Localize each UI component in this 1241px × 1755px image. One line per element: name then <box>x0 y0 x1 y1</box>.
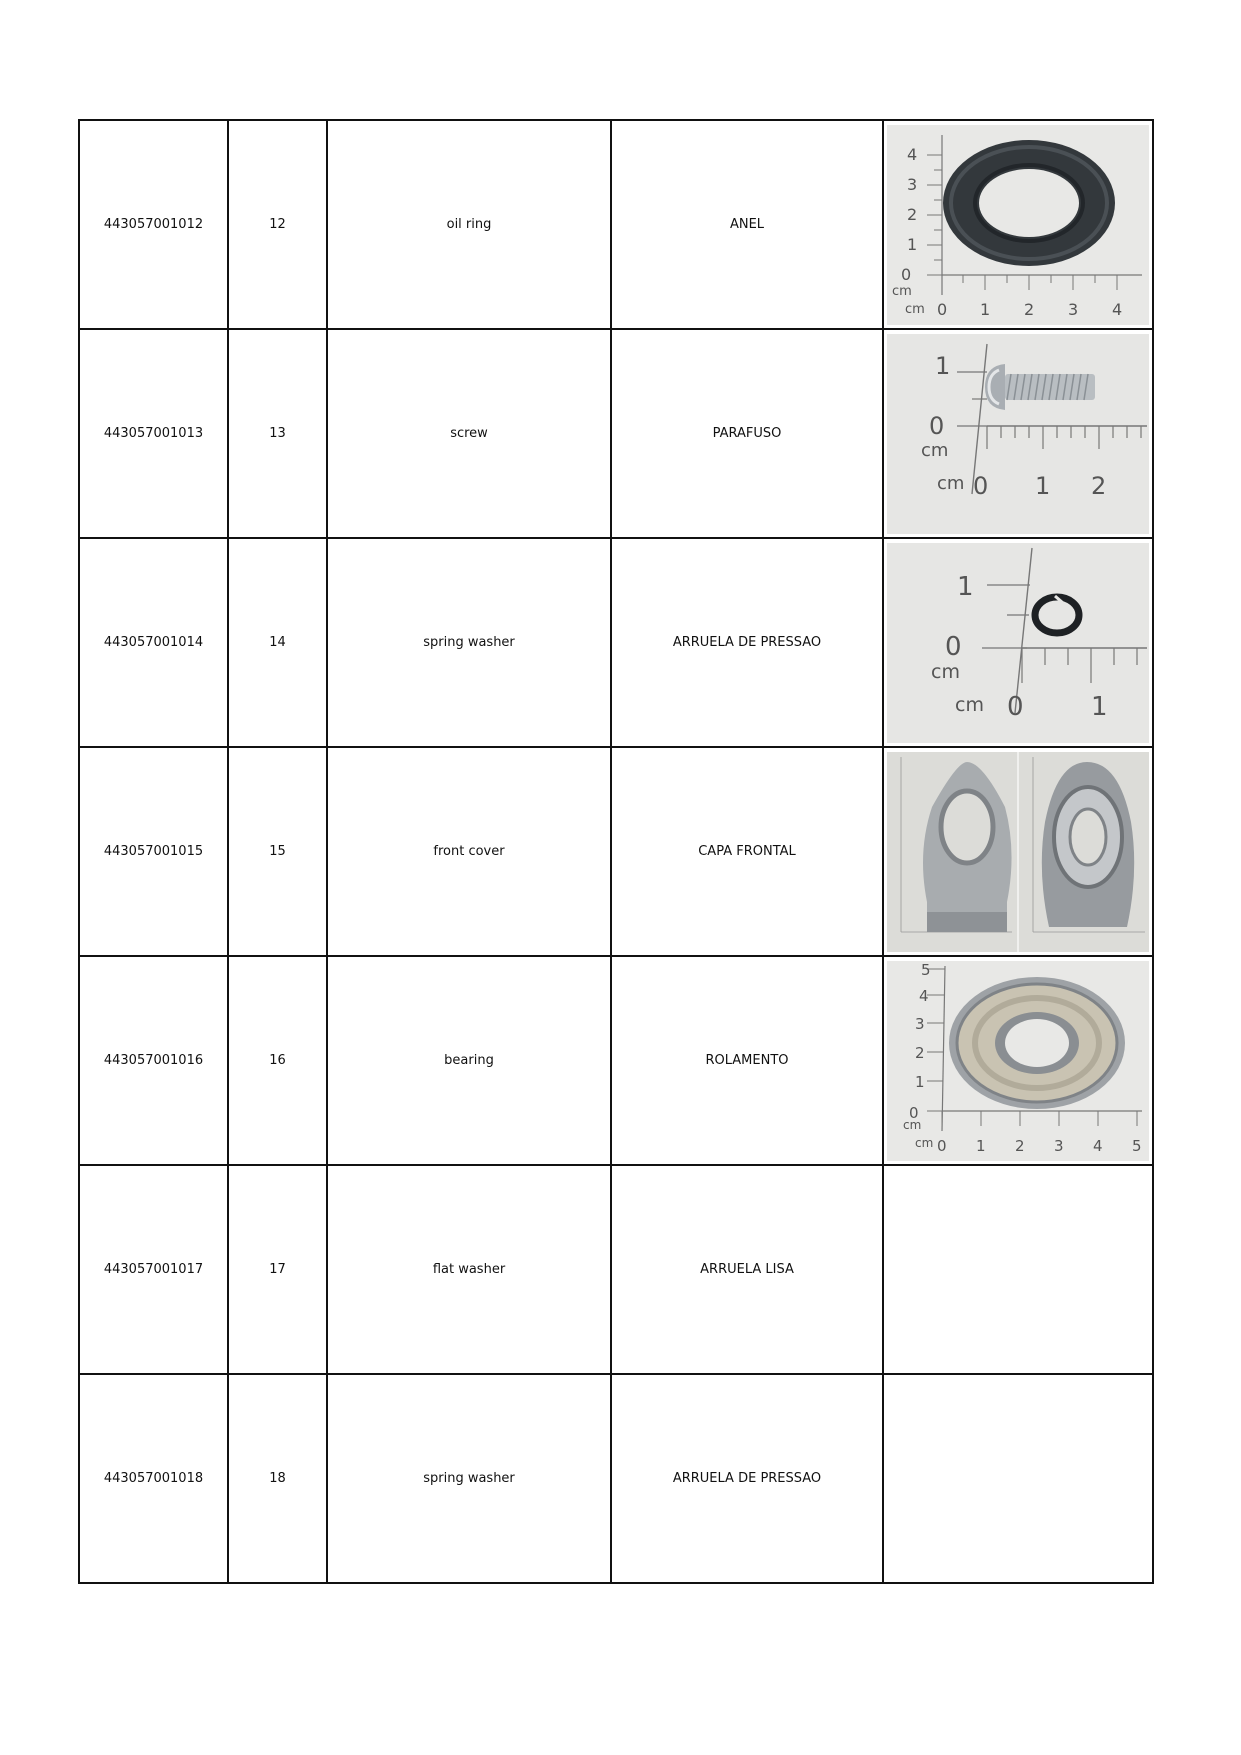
ruler-y-2: 2 <box>907 204 918 224</box>
photo-cell <box>883 120 1153 329</box>
part-name-portuguese: ANEL <box>611 120 883 329</box>
front-cover-photo <box>887 752 1149 952</box>
oil-ring-photo <box>887 125 1149 325</box>
ruler-y-0: 0 <box>901 264 912 284</box>
screw-photo <box>887 334 1149 534</box>
parts-table <box>78 119 1154 1584</box>
part-name-english: oil ring <box>327 120 611 329</box>
part-name-portuguese: ROLAMENTO <box>611 956 883 1165</box>
ruler-y-1: 1 <box>957 571 974 602</box>
ruler-x-4: 4 <box>1112 299 1123 319</box>
ruler-y-4: 4 <box>919 986 929 1005</box>
ruler-y-5: 5 <box>921 960 931 979</box>
photo-cell <box>883 538 1153 747</box>
position-number: 13 <box>228 329 327 538</box>
part-code: 443057001017 <box>79 1165 228 1374</box>
ruler-x-3: 3 <box>1054 1136 1064 1155</box>
ruler-x-3: 3 <box>1068 299 1079 319</box>
ruler-x-2: 2 <box>1024 299 1035 319</box>
part-name-english: spring washer <box>327 538 611 747</box>
position-number: 16 <box>228 956 327 1165</box>
ruler-x-2: 2 <box>1015 1136 1025 1155</box>
ruler-x-2: 2 <box>1091 471 1107 500</box>
position-number: 14 <box>228 538 327 747</box>
photo-cell <box>883 956 1153 1165</box>
position-number: 18 <box>228 1374 327 1583</box>
spring-washer-photo <box>887 543 1149 743</box>
table-row <box>79 120 1153 329</box>
part-name-english: spring washer <box>327 1374 611 1583</box>
part-name-portuguese: ARRUELA DE PRESSAO <box>611 538 883 747</box>
ruler-x-0: 0 <box>937 299 948 319</box>
ruler-unit-x: cm <box>955 693 984 716</box>
photo-cell <box>883 329 1153 538</box>
part-code: 443057001012 <box>79 120 228 329</box>
part-name-portuguese: ARRUELA DE PRESSAO <box>611 1374 883 1583</box>
table-row <box>79 538 1153 747</box>
spring-washer-image <box>887 543 1149 743</box>
ruler-y-1: 1 <box>907 234 918 254</box>
ruler-y-4: 4 <box>907 144 918 164</box>
ruler-y-2: 2 <box>915 1043 925 1062</box>
ruler-unit-y: cm <box>931 660 960 683</box>
ruler-x-1: 1 <box>1035 471 1051 500</box>
table-row <box>79 1165 1153 1374</box>
ruler-x-1: 1 <box>980 299 991 319</box>
part-name-english: flat washer <box>327 1165 611 1374</box>
ruler-y-0: 0 <box>945 631 962 662</box>
screw-image <box>887 334 1149 534</box>
ruler-unit-y: cm <box>892 283 912 299</box>
ruler-x-0: 0 <box>1007 691 1024 722</box>
position-number: 12 <box>228 120 327 329</box>
part-name-portuguese: PARAFUSO <box>611 329 883 538</box>
ruler-y-0: 0 <box>929 411 945 440</box>
ruler-y-1: 1 <box>915 1072 925 1091</box>
ruler-unit-x: cm <box>915 1135 934 1150</box>
part-code: 443057001015 <box>79 747 228 956</box>
ruler-unit-x: cm <box>937 472 965 494</box>
part-name-english: front cover <box>327 747 611 956</box>
table-row <box>79 747 1153 956</box>
oil-ring-image <box>887 125 1149 325</box>
position-number: 17 <box>228 1165 327 1374</box>
ruler-x-1: 1 <box>1091 691 1108 722</box>
bearing-image <box>887 961 1149 1161</box>
part-code: 443057001016 <box>79 956 228 1165</box>
photo-cell-empty <box>883 1165 1153 1374</box>
front-cover-image <box>887 752 1149 952</box>
ruler-x-4: 4 <box>1093 1136 1103 1155</box>
ruler-x-5: 5 <box>1132 1136 1142 1155</box>
part-code: 443057001018 <box>79 1374 228 1583</box>
photo-cell <box>883 747 1153 956</box>
ruler-unit-y: cm <box>921 439 949 461</box>
ruler-unit-x: cm <box>905 301 925 317</box>
bearing-photo <box>887 961 1149 1161</box>
part-code: 443057001013 <box>79 329 228 538</box>
ruler-x-1: 1 <box>976 1136 986 1155</box>
ruler-x-0: 0 <box>973 471 989 500</box>
part-name-portuguese: CAPA FRONTAL <box>611 747 883 956</box>
ruler-y-3: 3 <box>907 174 918 194</box>
ruler-unit-y: cm <box>903 1117 922 1132</box>
part-code: 443057001014 <box>79 538 228 747</box>
ruler-x-0: 0 <box>937 1136 947 1155</box>
ruler-y-1: 1 <box>935 351 951 380</box>
table-row <box>79 956 1153 1165</box>
position-number: 15 <box>228 747 327 956</box>
part-name-english: screw <box>327 329 611 538</box>
part-name-english: bearing <box>327 956 611 1165</box>
part-name-portuguese: ARRUELA LISA <box>611 1165 883 1374</box>
photo-cell-empty <box>883 1374 1153 1583</box>
table-row <box>79 329 1153 538</box>
ruler-y-0: 0 <box>909 1103 919 1122</box>
ruler-y-3: 3 <box>915 1014 925 1033</box>
table-row <box>79 1374 1153 1583</box>
